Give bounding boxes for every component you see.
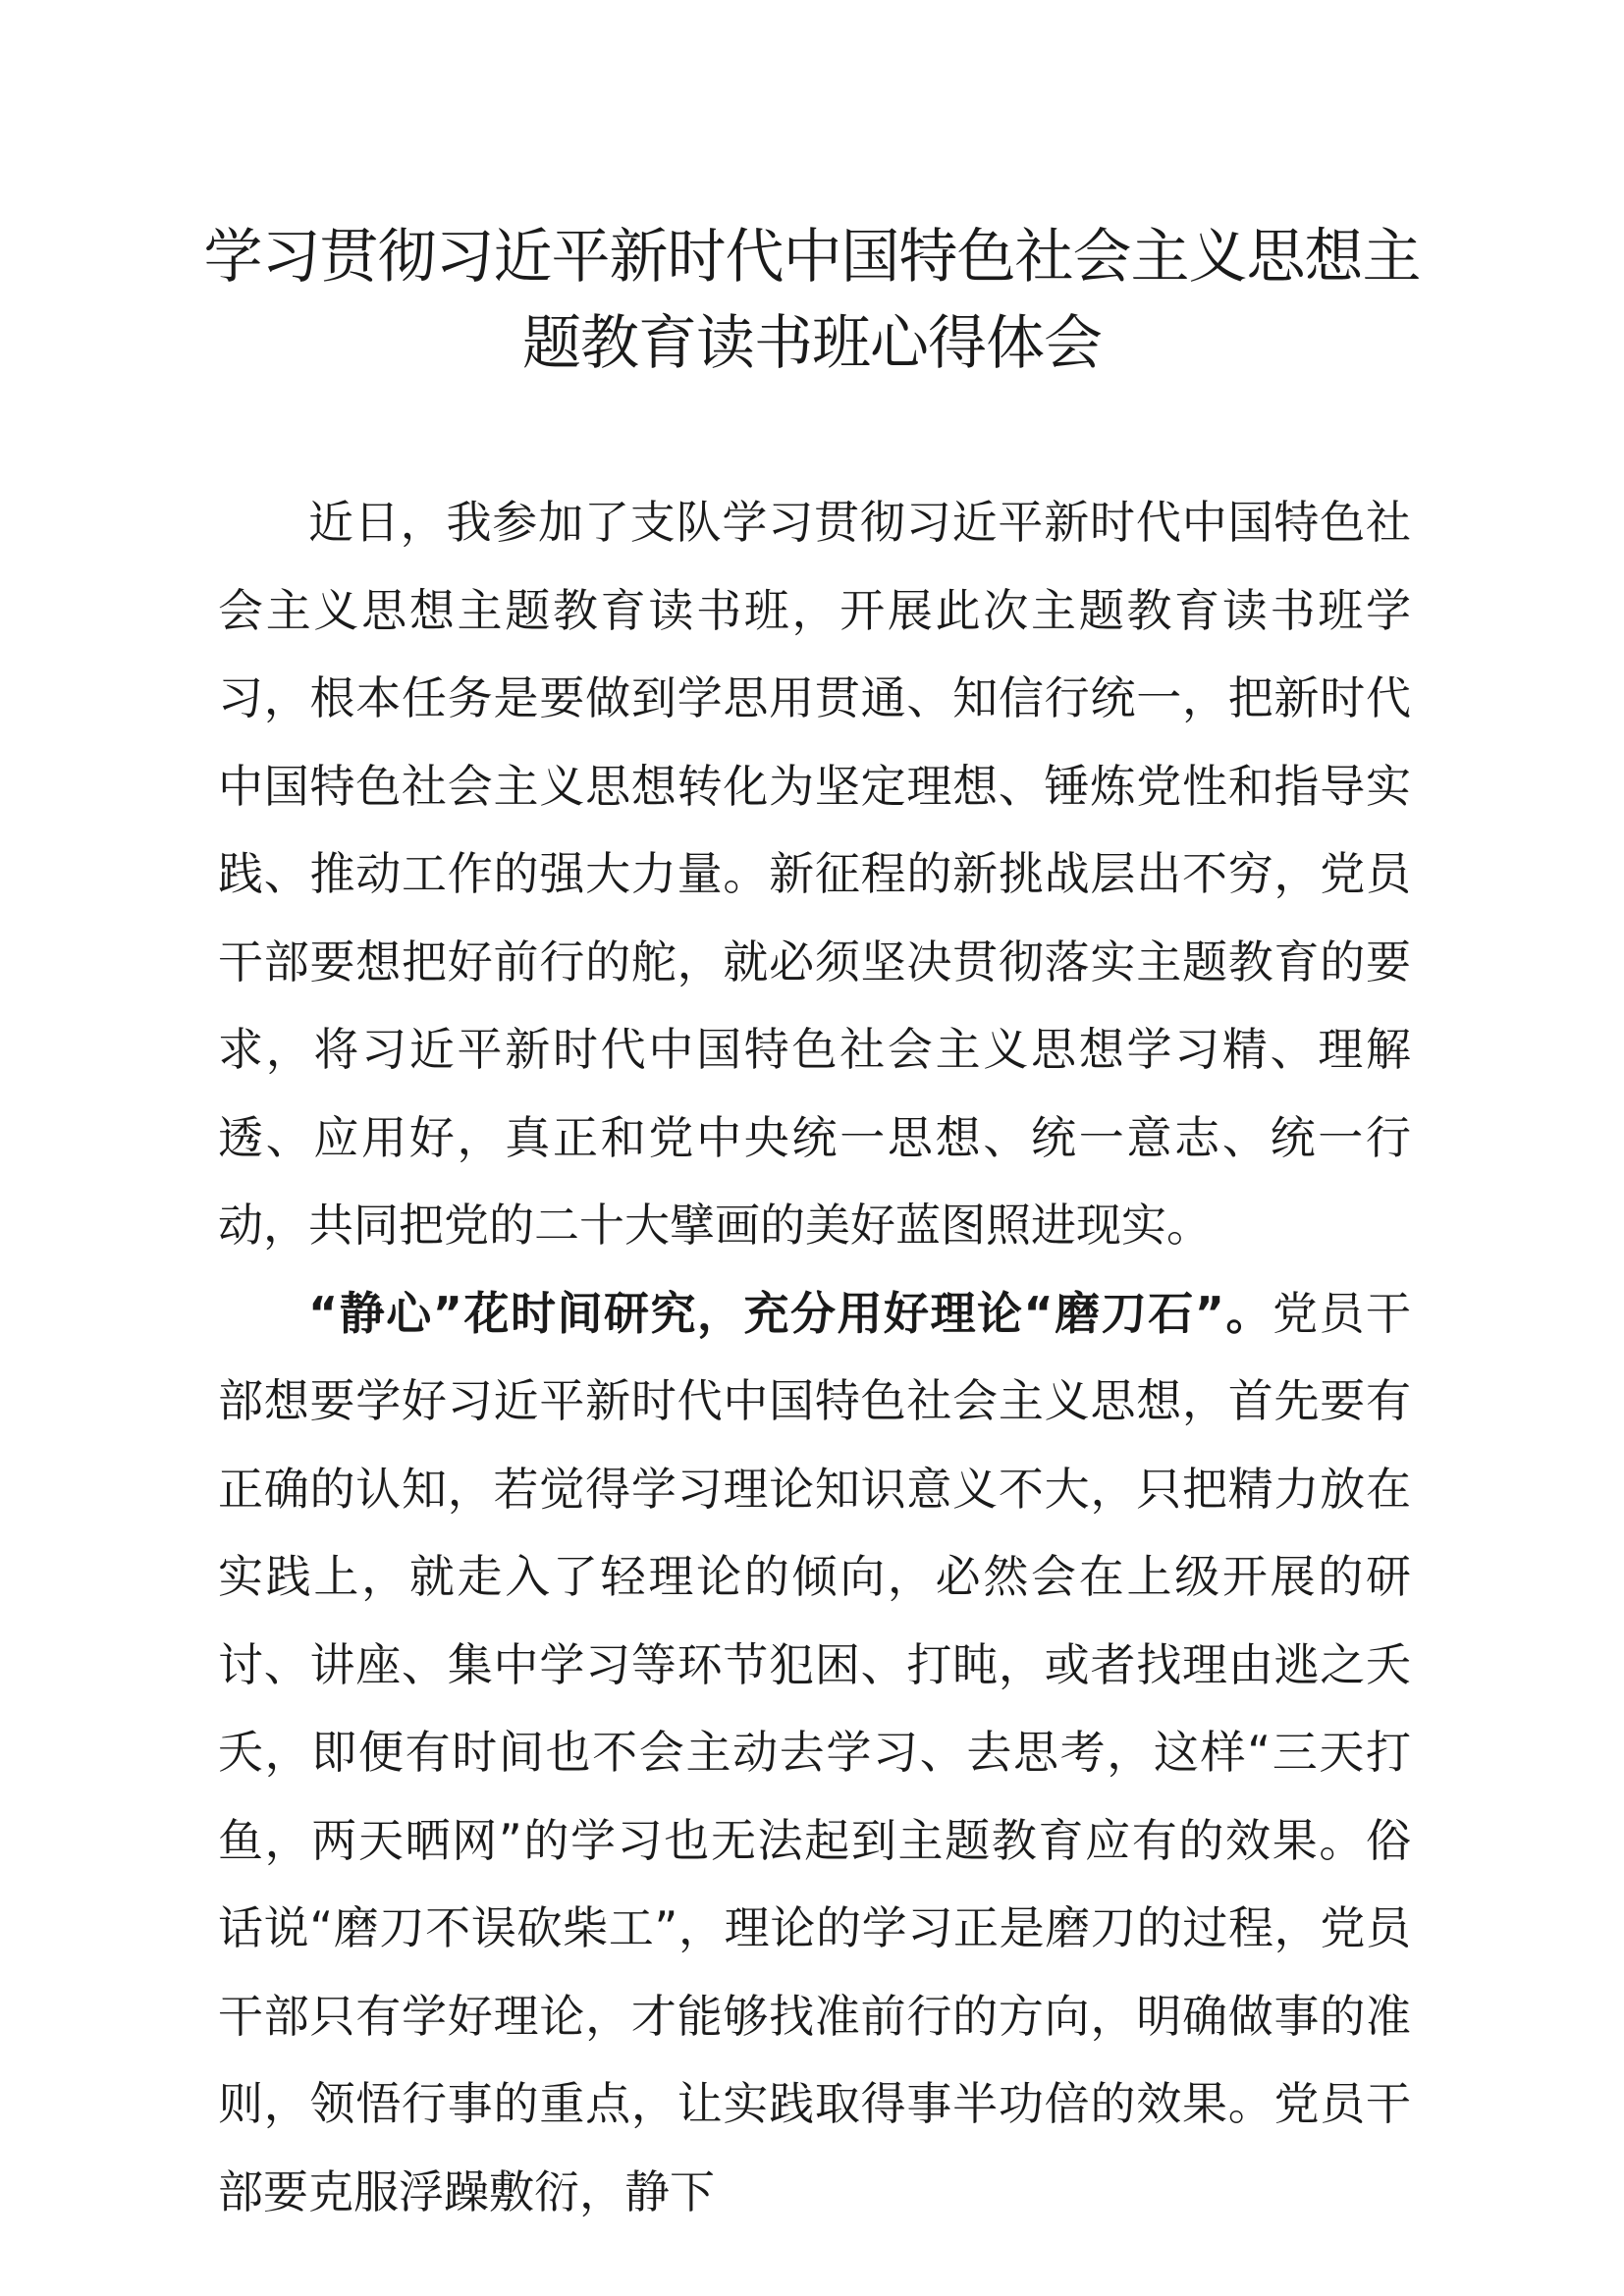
paragraph-section-1 bbox=[218, 1270, 1411, 2237]
paragraph-text: 近日，我参加了支队学习贯彻习近平新时代中国特色社会主义思想主题教育读书班，开展此次主题教育读书班学习，根本任务是要做到学思用贯通、知信行统一，把新时代中国特色社会主义思想转化为坚定理想、锤炼党性和指导实践、推动工作的强大力量。新征程的新挑战层出不穷，党员干部要想把好前行的舵，就必须坚决贯彻落实主题教育的要求，将习近平新时代中国特色社会主义思想学习精、理解透、应用好，真正和党中央统一思想、统一意志、统一行动，共同把党的二十大擘画的美好蓝图照进现实。 bbox=[218, 496, 1411, 1252]
paragraph-text: 党员干部想要学好习近平新时代中国特色社会主义思想，首先要有正确的认知，若觉得学习理论知识意义不大，只把精力放在实践上，就走入了轻理论的倾向，必然会在上级开展的研讨、讲座、集中学习等环节犯困、打盹，或者找理由逃之夭夭，即便有时间也不会主动去学习、去思考，这样“三天打鱼，两天晒网”的学习也无法起到主题教育应有的效果。俗话说“磨刀不误砍柴工”，理论的学习正是磨刀的过程，党员干部只有学好理论，才能够找准前行的方向，明确做事的准则，领悟行事的重点，让实践取得事半功倍的效果。党员干部要克服浮躁敷衍，静下 bbox=[218, 1286, 1412, 2218]
document-body bbox=[218, 479, 1411, 2236]
paragraph-heading: “静心”花时间研究，充分用好理论“磨刀石”。 bbox=[308, 1286, 1272, 1340]
document-title: 学习贯彻习近平新时代中国特色社会主义思想主题教育读书班心得体会 bbox=[203, 223, 1421, 378]
paragraph-intro bbox=[218, 479, 1411, 1270]
